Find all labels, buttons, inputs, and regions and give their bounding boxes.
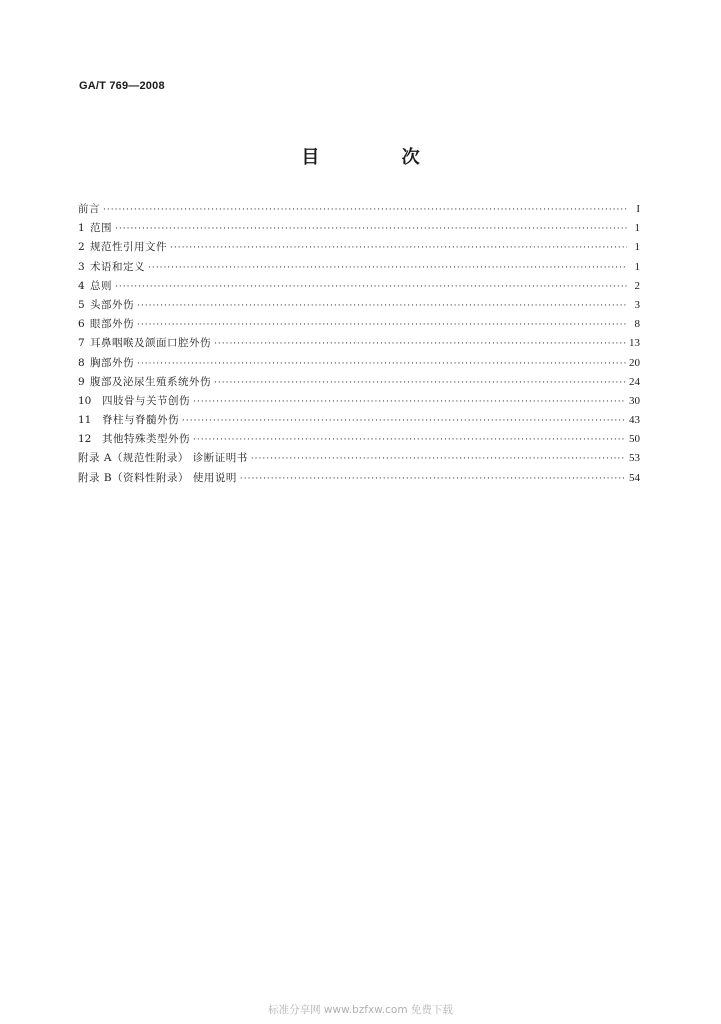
toc-entry-number: 8: [78, 356, 85, 369]
toc-entry[interactable]: [78, 449, 640, 468]
toc-entry[interactable]: [78, 469, 640, 488]
toc-entry-number: 10: [78, 394, 92, 407]
toc-entry-number: 5: [78, 298, 85, 311]
toc-entry-number: 7: [78, 337, 85, 350]
toc-entry-number: 6: [78, 318, 85, 331]
toc-entry-page: 1: [634, 222, 640, 235]
toc-title: 目 次: [301, 147, 458, 168]
toc-entry-label: 术语和定义: [90, 260, 145, 273]
toc-entry-number: 1: [78, 222, 85, 235]
toc-entry-page: 1: [634, 241, 640, 254]
toc-entry-label: 脊柱与脊髓外伤: [102, 414, 179, 427]
toc-entry-label: 范围: [90, 222, 112, 235]
toc-entry[interactable]: [78, 392, 640, 411]
toc-leader-dots: [115, 220, 627, 239]
toc-entry-page: I: [636, 203, 640, 215]
toc-leader-dots: [115, 278, 627, 297]
toc-leader-dots: [103, 201, 627, 220]
toc-entry-page: 53: [629, 452, 640, 465]
toc-entry-label: 前言: [78, 203, 100, 215]
toc-entry-label: 四肢骨与关节创伤: [102, 394, 190, 407]
toc-entry-label: 总则: [90, 279, 112, 292]
toc-entry[interactable]: [78, 296, 640, 315]
toc-leader-dots: [148, 259, 627, 278]
toc-leader-dots: [193, 393, 626, 412]
toc-leader-dots: [137, 355, 626, 374]
toc-entry[interactable]: [78, 354, 640, 373]
toc-leader-dots: [214, 335, 626, 354]
toc-entry[interactable]: [78, 200, 640, 219]
toc-entry-page: 30: [629, 394, 640, 407]
toc-entry-page: 13: [629, 337, 640, 350]
toc-leader-dots: [137, 297, 627, 316]
toc-leader-dots: [170, 239, 627, 258]
toc-entry-page: 43: [629, 414, 640, 427]
toc-entry-number: 12: [78, 433, 92, 446]
toc-entry-page: 1: [634, 260, 640, 273]
toc-entry-page: 50: [629, 433, 640, 446]
toc-leader-dots: [240, 470, 626, 489]
toc-entry-label: 附录 B（资料性附录） 使用说明: [78, 471, 237, 484]
toc-entry[interactable]: [78, 277, 640, 296]
toc-entry-label: 眼部外伤: [90, 318, 134, 331]
toc-entry[interactable]: [78, 334, 640, 353]
toc-entry-page: 54: [629, 471, 640, 484]
toc-entry-label: 附录 A（规范性附录） 诊断证明书: [78, 452, 248, 465]
toc-entry-label: 耳鼻咽喉及颌面口腔外伤: [90, 337, 211, 350]
toc-entry-page: 3: [634, 298, 640, 311]
toc-entry[interactable]: [78, 238, 640, 257]
toc-entry-label: 头部外伤: [90, 298, 134, 311]
toc-list: [78, 200, 640, 488]
toc-entry[interactable]: [78, 219, 640, 238]
toc-entry-label: 胸部外伤: [90, 356, 134, 369]
toc-leader-dots: [251, 450, 626, 469]
toc-entry-number: 9: [78, 375, 85, 388]
toc-entry-number: 3: [78, 260, 85, 273]
toc-entry[interactable]: [78, 430, 640, 449]
toc-entry-page: 8: [634, 318, 640, 331]
toc-entry-page: 2: [634, 279, 640, 292]
toc-entry-number: 2: [78, 241, 85, 254]
document-code: GA/T 769—2008: [79, 80, 165, 92]
toc-leader-dots: [137, 316, 627, 335]
toc-leader-dots: [182, 412, 626, 431]
toc-entry[interactable]: [78, 373, 640, 392]
toc-entry[interactable]: [78, 315, 640, 334]
footer-watermark: 标准分享网 www.bzfxw.com 免费下载: [268, 1004, 453, 1016]
toc-entry-label: 腹部及泌尿生殖系统外伤: [90, 375, 211, 388]
toc-leader-dots: [193, 431, 626, 450]
toc-entry[interactable]: [78, 411, 640, 430]
toc-entry[interactable]: [78, 258, 640, 277]
toc-entry-number: 4: [78, 279, 85, 292]
toc-entry-page: 24: [629, 375, 640, 388]
toc-entry-number: 11: [78, 414, 92, 427]
toc-entry-label: 其他特殊类型外伤: [102, 433, 190, 446]
toc-entry-page: 20: [629, 356, 640, 369]
toc-leader-dots: [214, 374, 626, 393]
toc-entry-label: 规范性引用文件: [90, 241, 167, 254]
